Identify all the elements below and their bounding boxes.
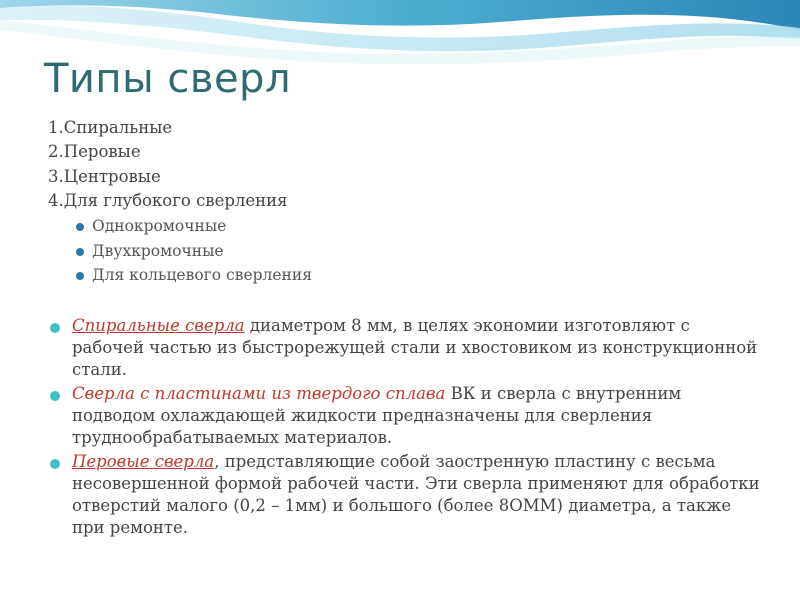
deep-drilling-sublist	[76, 214, 312, 288]
bullet-icon	[76, 248, 84, 256]
list-item: 2.Перовые	[48, 142, 141, 162]
bullet-icon	[50, 323, 60, 333]
list-item: 4.Для глубокого сверления	[48, 190, 288, 210]
list-item-label: Однокромочные	[92, 217, 227, 235]
list-item: 3.Центровые	[48, 166, 161, 186]
highlight-term: Перовые сверла	[72, 452, 215, 471]
bullet-icon	[50, 459, 60, 469]
paragraph-text: диаметром 8 мм, в целях экономии изготовляют с рабочей частью из быстрорежущей стали и хвостовиком из конструкционной стали.	[72, 316, 758, 379]
paragraph-spiral	[50, 315, 760, 381]
paragraph-text: ВК и сверла с внутренним подводом охлаждающей жидкости предназначены для сверления труднообрабатываемых материалов.	[72, 384, 682, 447]
list-item	[76, 263, 312, 288]
bullet-icon	[50, 391, 60, 401]
paragraph-text: , представляющие собой заостренную пластину с весьма несовершенной формой рабочей части. Эти сверла применяют для обработки отверстий малого (0,2 – 1мм) и большого (более 8ОММ) диаметра, а также при ремонте.	[72, 452, 760, 537]
page-title: Типы сверл	[44, 56, 292, 102]
list-item-label: Для кольцевого сверления	[92, 266, 312, 284]
bullet-icon	[76, 223, 84, 231]
list-item	[76, 239, 312, 264]
list-item-label: Двухкромочные	[92, 241, 224, 260]
highlight-term: Сверла с пластинами из твердого сплава	[72, 384, 446, 403]
paragraph-spade	[50, 451, 760, 539]
drill-types-list	[48, 116, 288, 213]
highlight-term: Спиральные сверла	[72, 316, 245, 335]
paragraph-carbide	[50, 383, 760, 449]
bullet-icon	[76, 272, 84, 280]
list-item: 1.Спиральные	[48, 118, 173, 137]
description-paragraphs	[50, 315, 760, 541]
list-item	[76, 214, 312, 239]
